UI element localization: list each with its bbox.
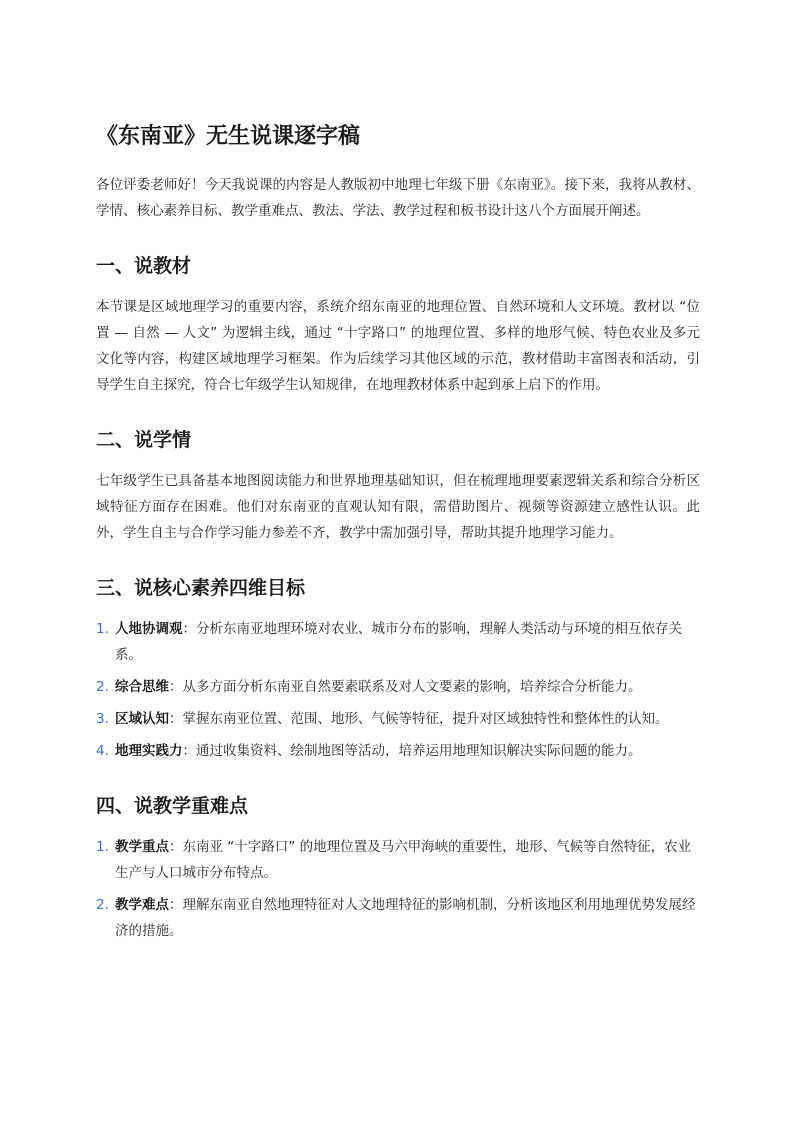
- document-page: [96, 122, 700, 950]
- list-separator: ：: [169, 839, 183, 855]
- list-number: 3.: [96, 711, 109, 727]
- list-number: 4.: [96, 743, 109, 759]
- list-term: 教学难点: [115, 897, 169, 913]
- list-item: [96, 834, 700, 886]
- list-term: 区域认知: [115, 711, 169, 727]
- key-points-list: [96, 834, 700, 944]
- list-separator: ：: [169, 679, 183, 695]
- list-separator: ：: [169, 897, 183, 913]
- list-item: [96, 738, 700, 764]
- section-paragraph-textbook: 本节课是区域地理学习的重要内容，系统介绍东南亚的地理位置、自然环境和人文环境。教材以 “位置 — 自然 — 人文” 为逻辑主线，通过 “十字路口” 的地理位置、多样的地形气候、特色农业及多元文化等内容，构建区域地理学习框架。作为后续学习其他区域的示范，教材借助丰富图表和活动，引导学生自主探究，符合七年级学生认知规律，在地理教材体系中起到承上启下的作用。: [96, 299, 700, 393]
- list-item: [96, 674, 700, 700]
- list-term: 教学重点: [115, 839, 169, 855]
- list-separator: ：: [182, 621, 196, 637]
- list-term: 人地协调观: [115, 621, 183, 637]
- list-text: 东南亚 “十字路口” 的地理位置及马六甲海峡的重要性，地形、气候等自然特征，农业生产与人口城市分布特点。: [115, 839, 692, 881]
- list-number: 2.: [96, 679, 109, 695]
- list-number: 2.: [96, 897, 109, 913]
- list-text: 通过收集资料、绘制地图等活动，培养运用地理知识解决实际问题的能力。: [196, 743, 642, 759]
- section-heading-students: 二、说学情: [96, 429, 192, 451]
- list-text: 理解东南亚自然地理特征对人文地理特征的影响机制，分析该地区利用地理优势发展经济的措施。: [115, 897, 696, 939]
- document-title: 《东南亚》无生说课逐字稿: [96, 124, 361, 149]
- list-separator: ：: [169, 711, 183, 727]
- section-paragraph-students: 七年级学生已具备基本地图阅读能力和世界地理基础知识，但在梳理地理要素逻辑关系和综合分析区域特征方面存在困难。他们对东南亚的直观认知有限，需借助图片、视频等资源建立感性认识。此外，学生自主与合作学习能力参差不齐，教学中需加强引导，帮助其提升地理学习能力。: [96, 473, 700, 541]
- list-number: 1.: [96, 621, 109, 637]
- section-heading-objectives: 三、说核心素养四维目标: [96, 577, 306, 599]
- list-separator: ：: [182, 743, 196, 759]
- list-item: [96, 706, 700, 732]
- list-item: [96, 892, 700, 944]
- list-item: [96, 616, 700, 668]
- list-term: 综合思维: [115, 679, 169, 695]
- list-term: 地理实践力: [115, 743, 183, 759]
- objectives-list: [96, 616, 700, 764]
- list-number: 1.: [96, 839, 109, 855]
- section-heading-key-points: 四、说教学重难点: [96, 795, 249, 817]
- list-text: 从多方面分析东南亚自然要素联系及对人文要素的影响，培养综合分析能力。: [182, 679, 642, 695]
- section-heading-textbook: 一、说教材: [96, 255, 192, 277]
- list-text: 掌握东南亚位置、范围、地形、气候等特征，提升对区域独特性和整体性的认知。: [182, 711, 669, 727]
- list-text: 分析东南亚地理环境对农业、城市分布的影响，理解人类活动与环境的相互依存关系。: [115, 621, 682, 663]
- intro-paragraph: 各位评委老师好！今天我说课的内容是人教版初中地理七年级下册《东南亚》。接下来，我将从教材、学情、核心素养目标、教学重难点、教法、学法、教学过程和板书设计这八个方面展开阐述。: [96, 177, 700, 219]
